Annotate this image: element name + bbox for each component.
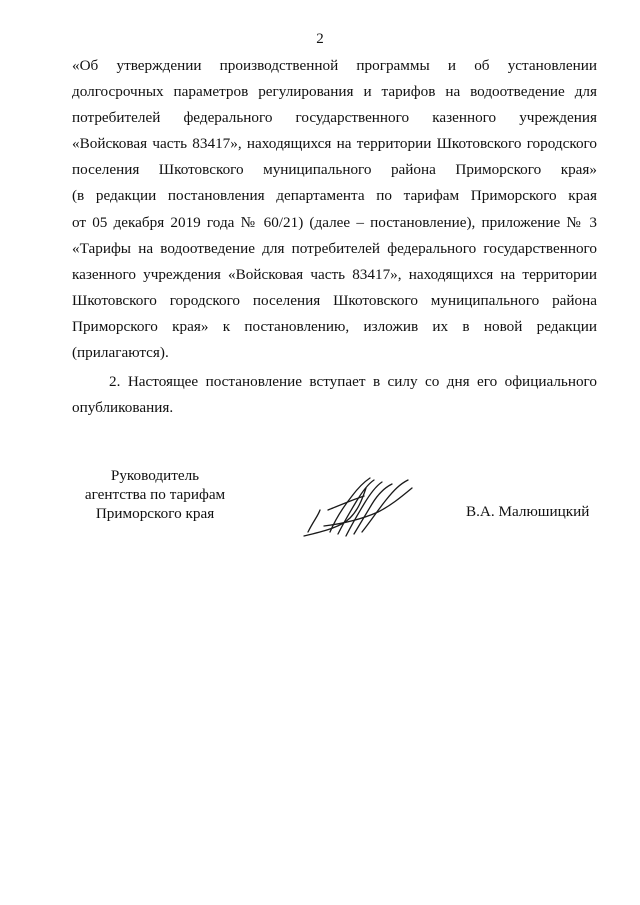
paragraph-1: [72, 53, 597, 366]
text-line: Шкотовского городского поселения Шкотовского муниципального района: [72, 291, 597, 309]
paragraph-2: [72, 369, 597, 421]
handwritten-signature-icon: [300, 470, 420, 540]
text-line: «Об утверждении производственной программы и об установлении: [72, 57, 597, 74]
document-body: [72, 53, 597, 421]
text-line: долгосрочных параметров регулирования и тарифов на водоотведение для: [72, 83, 597, 101]
signer-position-line: Руководитель: [110, 467, 200, 484]
text-line: «Тарифы на водоотведение для потребителей федерального государственного: [72, 239, 597, 257]
signer-position: [80, 466, 230, 523]
text-line: «Войсковая часть 83417», находящихся на территории Шкотовского городского: [72, 135, 597, 153]
page-number: 2: [316, 31, 324, 47]
text-line: Приморского края» к постановлению, изложив их в новой редакции: [72, 317, 597, 335]
text-line: казенного учреждения «Войсковая часть 83417», находящихся на территории: [72, 265, 597, 283]
text-line: опубликования.: [72, 399, 174, 417]
signer-position-line: Приморского края: [95, 505, 215, 522]
text-line: 2. Настоящее постановление вступает в силу со дня его официального: [109, 373, 597, 391]
text-line: потребителей федерального государственного казенного учреждения: [72, 109, 597, 127]
signer-position-line: агентства по тарифам: [84, 486, 226, 503]
text-line: (в редакции постановления департамента по тарифам Приморского края: [72, 187, 597, 205]
text-line: (прилагаются).: [72, 344, 169, 362]
text-line: от 05 декабря 2019 года № 60/21) (далее – постановление), приложение № 3: [72, 213, 597, 231]
text-line: поселения Шкотовского муниципального района Приморского края»: [72, 161, 597, 179]
signer-name: В.А. Малюшицкий: [466, 503, 590, 520]
